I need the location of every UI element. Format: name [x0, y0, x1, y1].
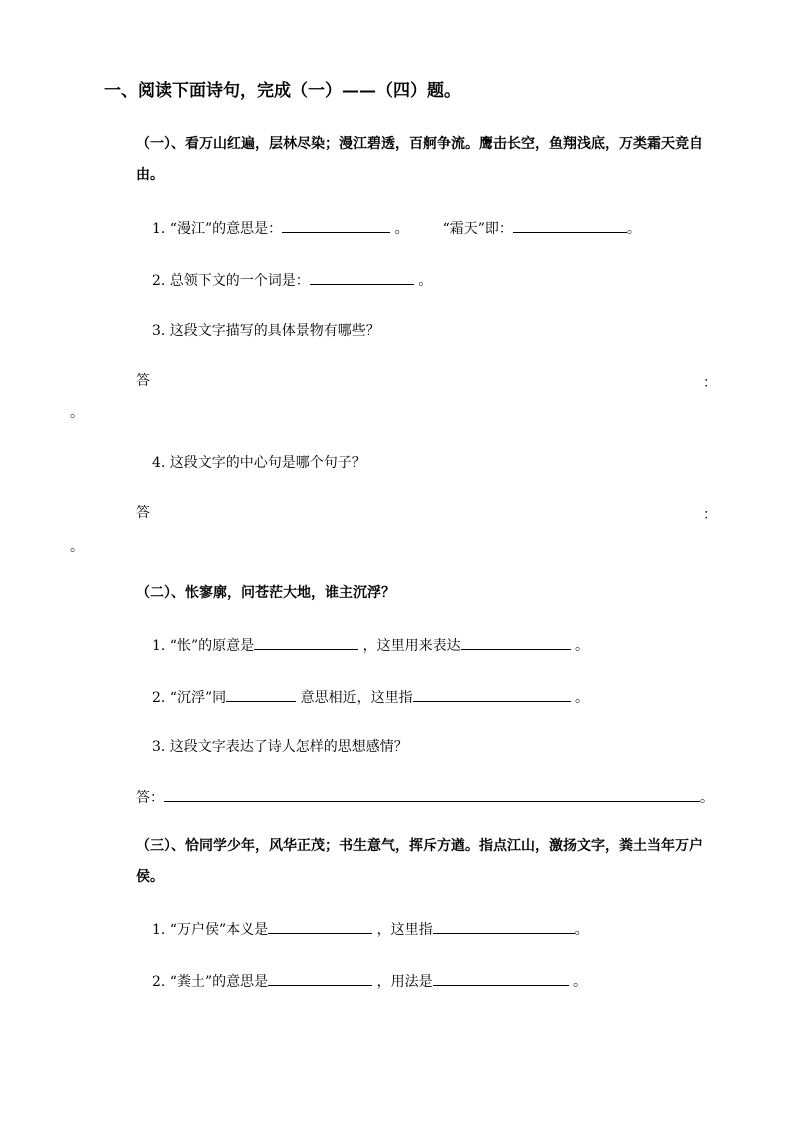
question-1-4: 4. 这段文字的中心句是哪个句子？: [152, 455, 366, 471]
answer-end: 。: [70, 405, 84, 421]
answer-colon: ：: [703, 375, 717, 391]
question-2-2: [152, 687, 589, 707]
question-text: 。: [574, 922, 589, 938]
question-2-1: [152, 635, 589, 655]
question-text: 2. 总领下文的一个词是：: [152, 273, 310, 289]
question-text: ，用法是: [376, 974, 433, 990]
question-3-2: [152, 971, 587, 991]
answer-blank[interactable]: [310, 270, 414, 285]
answer-end: 。: [700, 790, 714, 806]
question-text: 。: [626, 221, 641, 237]
answer-label: 答: [136, 505, 150, 521]
question-1-2: [152, 270, 432, 290]
answer-blank[interactable]: [164, 787, 700, 802]
answer-blank[interactable]: [513, 218, 627, 233]
answer-blank[interactable]: [461, 635, 571, 650]
answer-blank[interactable]: [268, 919, 372, 934]
question-1-1: [152, 218, 641, 238]
question-text: 1. “漫江”的意思是：: [152, 221, 283, 237]
answer-end: 。: [70, 539, 84, 555]
answer-blank[interactable]: [254, 635, 358, 650]
question-text: 2. “粪土”的意思是: [152, 974, 269, 990]
question-text: ，这里指: [376, 922, 433, 938]
question-2-3: 3. 这段文字表达了诗人怎样的思想感情？: [152, 739, 408, 755]
question-text: 。: [394, 221, 409, 237]
question-text: 。: [575, 690, 590, 706]
section-1-passage: （一）、看万山红遍，层林尽染；漫江碧透，百舸争流。鹰击长空，鱼翔浅底，万类霜天竞自由。: [136, 136, 703, 183]
section-3-passage: （三）、恰同学少年，风华正茂；书生意气，挥斥方遒。指点江山，激扬文字，粪土当年万户侯。: [136, 838, 703, 885]
question-text: 。: [575, 638, 590, 654]
question-1-3: 3. 这段文字描写的具体景物有哪些？: [152, 323, 380, 339]
answer-blank[interactable]: [226, 687, 296, 702]
question-text: 2. “沉浮”同: [152, 690, 227, 706]
answer-blank[interactable]: [282, 218, 390, 233]
answer-blank[interactable]: [268, 971, 372, 986]
answer-blank[interactable]: [433, 919, 575, 934]
page-title: 一、阅读下面诗句，完成（一）——（四）题。: [104, 81, 461, 101]
question-text: 1. “万户侯”本义是: [152, 922, 269, 938]
question-text: 1. “怅”的原意是: [152, 638, 255, 654]
answer-label: 答：: [136, 790, 164, 806]
question-text: “霜天”即：: [442, 221, 513, 237]
question-text: 意思相近，这里指: [300, 690, 413, 706]
answer-line: [136, 787, 714, 807]
question-3-1: [152, 919, 589, 939]
answer-colon: ：: [703, 507, 717, 523]
question-text: 。: [573, 974, 588, 990]
answer-blank[interactable]: [433, 971, 569, 986]
answer-label: 答: [136, 373, 150, 389]
section-2-passage: （二）、怅寥廓，问苍茫大地，谁主沉浮？: [136, 585, 395, 601]
answer-blank[interactable]: [413, 687, 571, 702]
question-text: ，这里用来表达: [362, 638, 461, 654]
question-text: 。: [418, 273, 433, 289]
